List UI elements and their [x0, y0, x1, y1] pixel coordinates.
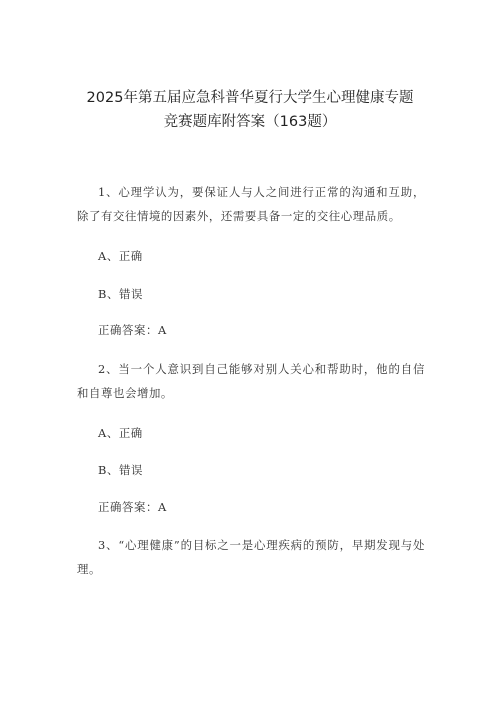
document-title-line2: 竞赛题库附答案（163题）	[163, 114, 337, 130]
question-1-option-a: A、正确	[98, 249, 143, 263]
document-title-line1: 2025年第五届应急科普华夏行大学生心理健康专题	[86, 90, 414, 106]
question-2-answer: 正确答案：A	[98, 500, 167, 514]
question-1-option-b: B、错误	[98, 287, 143, 301]
question-2-option-b: B、错误	[98, 463, 143, 477]
question-3-text: 3、“心理健康”的目标之一是心理疾病的预防，早期发现与处理。	[77, 538, 425, 576]
question-1-answer: 正确答案：A	[98, 323, 167, 337]
question-2-option-a: A、正确	[98, 426, 143, 440]
question-2-text: 2、当一个人意识到自己能够对别人关心和帮助时，他的自信和自尊也会增加。	[77, 362, 425, 400]
question-1-text: 1、心理学认为，要保证人与人之间进行正常的沟通和互助，除了有交往情境的因素外，还需要具备一定的交往心理品质。	[77, 185, 425, 223]
